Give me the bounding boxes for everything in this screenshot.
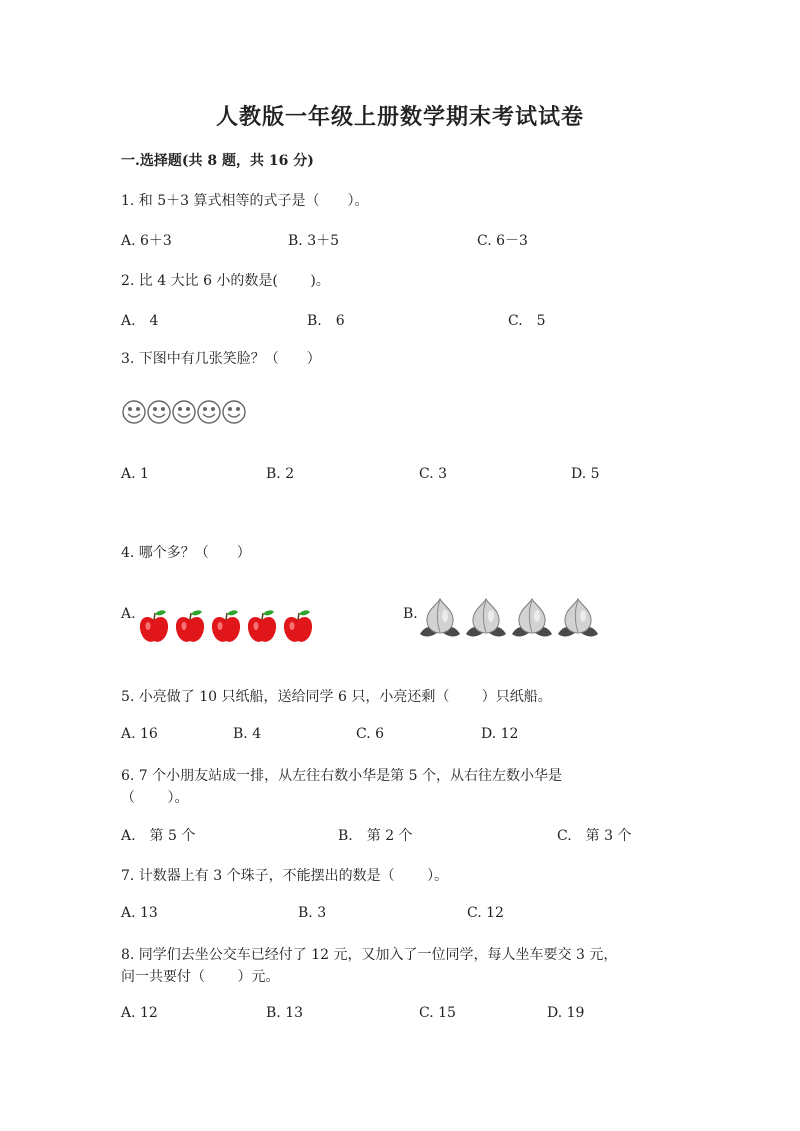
q6-option-c: C. 第 3 个 <box>557 828 632 844</box>
question-6-line-2: （ ）。 <box>121 790 189 806</box>
q1-option-a: A. 6＋3 <box>121 233 172 249</box>
q7-option-b: B. 3 <box>298 905 327 921</box>
smiley-faces-image <box>121 399 251 425</box>
q3-option-c: C. 3 <box>419 466 448 482</box>
apple-icon <box>248 610 276 641</box>
question-7: 7. 计数器上有 3 个珠子，不能摆出的数是（ ）。 <box>121 868 449 884</box>
q3-option-b: B. 2 <box>266 466 295 482</box>
q7-option-c: C. 12 <box>467 905 504 921</box>
peach-icon <box>420 599 460 636</box>
q4-option-a: A. <box>121 606 136 622</box>
question-5: 5. 小亮做了 10 只纸船，送给同学 6 只，小亮还剩（ ）只纸船。 <box>121 689 552 705</box>
apples-image <box>136 606 316 646</box>
q5-option-a: A. 16 <box>121 726 158 742</box>
q8-option-a: A. 12 <box>121 1005 158 1021</box>
smiley-icon <box>173 401 195 423</box>
q2-option-c: C. 5 <box>508 313 546 329</box>
peach-icon <box>512 599 552 636</box>
apple-icon <box>212 610 240 641</box>
q8-option-b: B. 13 <box>266 1005 304 1021</box>
question-2: 2. 比 4 大比 6 小的数是( )。 <box>121 273 330 289</box>
q6-option-a: A. 第 5 个 <box>121 828 196 844</box>
q7-option-a: A. 13 <box>121 905 158 921</box>
q2-option-b: B. 6 <box>307 313 345 329</box>
q3-option-a: A. 1 <box>121 466 149 482</box>
q5-option-b: B. 4 <box>233 726 262 742</box>
q5-option-c: C. 6 <box>356 726 385 742</box>
peaches-image <box>418 596 603 641</box>
smiley-icon <box>223 401 245 423</box>
question-8-line-2: 问一共要付（ ）元。 <box>121 969 280 985</box>
question-3: 3. 下图中有几张笑脸？（ ） <box>121 351 321 367</box>
question-4: 4. 哪个多？（ ） <box>121 545 251 561</box>
question-6-line-1: 6. 7 个小朋友站成一排，从左往右数小华是第 5 个，从右往左数小华是 <box>121 768 562 784</box>
apple-icon <box>176 610 204 641</box>
q3-option-d: D. 5 <box>571 466 600 482</box>
apple-icon <box>284 610 312 641</box>
peach-icon <box>558 599 598 636</box>
q4-option-b: B. <box>403 606 418 622</box>
q6-option-b: B. 第 2 个 <box>338 828 413 844</box>
q8-option-c: C. 15 <box>419 1005 456 1021</box>
smiley-icon <box>198 401 220 423</box>
q1-option-b: B. 3＋5 <box>288 233 340 249</box>
peach-icon <box>466 599 506 636</box>
q5-option-d: D. 12 <box>481 726 519 742</box>
q2-option-a: A. 4 <box>121 313 159 329</box>
q1-option-c: C. 6－3 <box>477 233 528 249</box>
question-1: 1. 和 5＋3 算式相等的式子是（ ）。 <box>121 193 369 209</box>
page-title: 人教版一年级上册数学期末考试试卷 <box>215 104 584 130</box>
section-heading: 一.选择题(共 8 题，共 16 分) <box>121 153 314 169</box>
q8-option-d: D. 19 <box>547 1005 585 1021</box>
smiley-icon <box>123 401 145 423</box>
question-8-line-1: 8. 同学们去坐公交车已经付了 12 元，又加入了一位同学，每人坐车要交 3 元， <box>121 947 618 963</box>
smiley-icon <box>148 401 170 423</box>
apple-icon <box>140 610 168 641</box>
